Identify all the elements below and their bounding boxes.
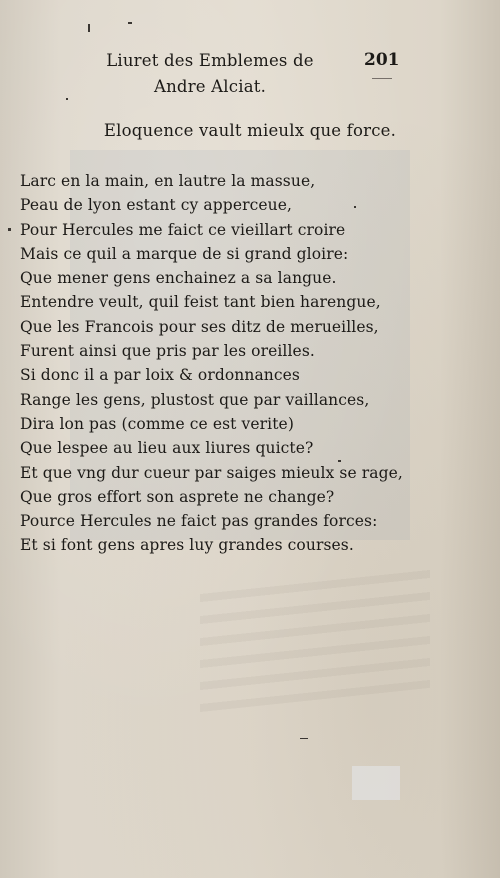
verse-line: Que mener gens enchainez a sa langue. xyxy=(20,269,337,288)
ink-speck xyxy=(338,460,341,462)
verse-line: Dira lon pas (comme ce est verite) xyxy=(20,414,294,433)
verse-line: Et que vng dur cueur par saiges mieulx se rage, xyxy=(20,463,403,482)
page-header xyxy=(0,48,500,108)
show-through-text xyxy=(200,558,430,712)
verse-line: Entendre veult, quil feist tant bien harengue, xyxy=(20,293,381,312)
ink-speck xyxy=(8,228,11,231)
verse-block xyxy=(20,169,410,558)
paper-blemish xyxy=(352,766,400,800)
verse-line: Mais ce quil a marque de si grand gloire: xyxy=(20,244,349,263)
ink-speck xyxy=(66,98,68,100)
running-head-line-2: Andre Alciat. xyxy=(153,77,267,96)
verse-line: Range les gens, plustost que par vaillances, xyxy=(20,390,370,409)
verse-line: Furent ainsi que pris par les oreilles. xyxy=(20,342,315,361)
verse-line: Que les Francois pour ses ditz de merueilles, xyxy=(20,317,379,336)
ink-speck xyxy=(128,22,132,24)
running-head xyxy=(95,48,325,100)
verse-line: Pource Hercules ne faict pas grandes forces: xyxy=(20,512,378,531)
folio-rule xyxy=(372,78,392,79)
verse-line: Et si font gens apres luy grandes courses. xyxy=(20,536,354,555)
verse-line: Si donc il a par loix & ordonnances xyxy=(20,366,300,385)
ink-speck xyxy=(300,738,308,739)
verse-line: Pour Hercules me faict ce vieillart croire xyxy=(20,220,346,239)
ink-speck xyxy=(88,24,90,32)
verse-line: Que lespee au lieu aux liures quicte? xyxy=(20,439,314,458)
verse-line: Peau de lyon estant cy apperceue, xyxy=(20,196,293,215)
running-head-line-1: Liuret des Emblemes de xyxy=(106,51,314,70)
ink-speck xyxy=(354,206,356,208)
verse-line: Que gros effort son asprete ne change? xyxy=(20,487,335,506)
verse-line: Larc en la main, en lautre la massue, xyxy=(20,172,316,190)
emblem-title: Eloquence vault mieulx que force. xyxy=(103,121,397,140)
page-number: 201 xyxy=(364,50,400,70)
